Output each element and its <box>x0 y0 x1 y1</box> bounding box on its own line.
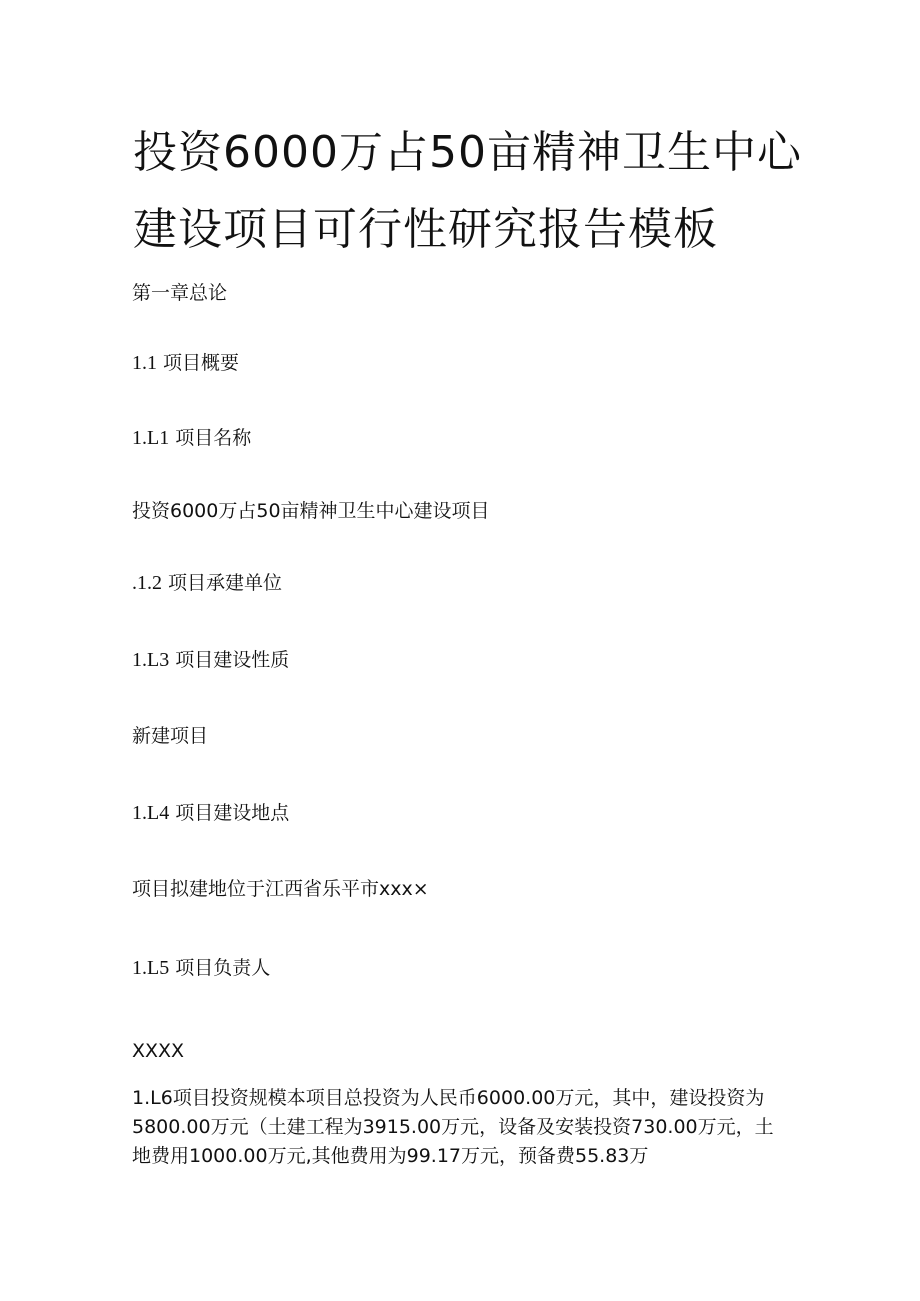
investment-paragraph: 1.L6项目投资规模本项目总投资为人民币6000.00万元，其中，建设投资为5800.00万元（土建工程为3915.00万元，设备及安装投资730.00万元，土地费用1000.00万元,其他费用为99.17万元，预备费55.83万 <box>132 1087 774 1167</box>
subsection-number: 1.L3 <box>132 649 170 671</box>
project-location-text: 项目拟建地位于江西省乐平市xxx× <box>132 878 429 900</box>
subsection-number: 1.L5 <box>132 957 170 979</box>
subsection-title: 项目建设性质 <box>175 649 290 671</box>
project-name-text: 投资6000万占50亩精神卫生中心建设项目 <box>132 500 490 522</box>
subsection-number: 1.L4 <box>132 802 170 824</box>
subsection-heading <box>132 799 289 827</box>
subsection-heading <box>132 646 289 674</box>
subsection-heading <box>132 569 282 597</box>
section-heading <box>132 349 239 377</box>
subsection-number: 1.L1 <box>132 427 170 449</box>
section-title: 项目概要 <box>163 352 240 374</box>
chapter-heading: 第一章总论 <box>132 282 228 304</box>
document-title-line-1: 投资6000万占50亩精神卫生中心 <box>133 127 802 178</box>
subsection-title: 项目负责人 <box>175 957 271 979</box>
section-number: 1.1 <box>132 352 157 374</box>
subsection-number: .1.2 <box>132 572 162 594</box>
subsection-title: 项目承建单位 <box>168 572 283 594</box>
document-title-line-2: 建设项目可行性研究报告模板 <box>133 204 718 255</box>
subsection-title: 项目名称 <box>175 427 252 449</box>
project-leader-text: XXXX <box>132 1040 185 1062</box>
subsection-heading <box>132 954 270 982</box>
subsection-title: 项目建设地点 <box>175 802 290 824</box>
subsection-heading <box>132 424 251 452</box>
project-nature-text: 新建项目 <box>132 725 209 747</box>
